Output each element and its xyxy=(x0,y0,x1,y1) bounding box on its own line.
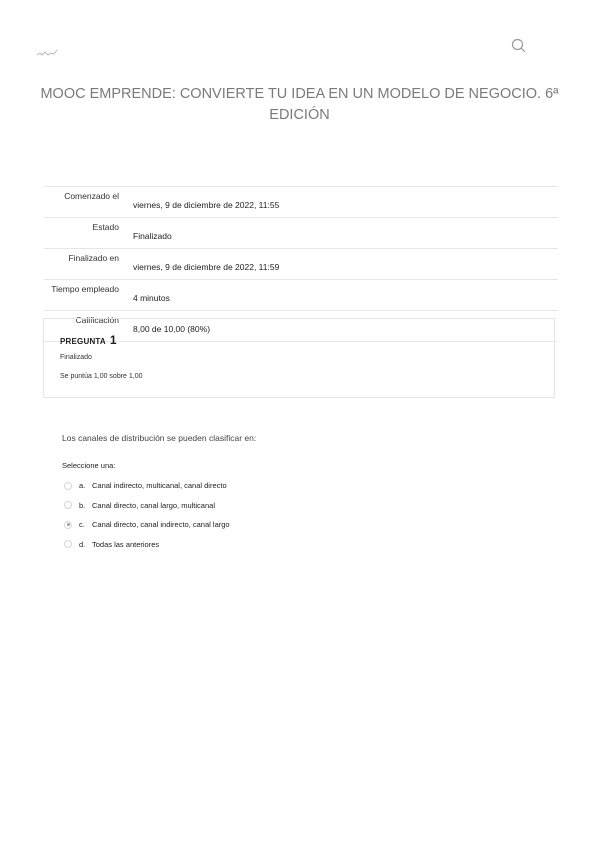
summary-label: Comenzado el xyxy=(44,187,133,218)
summary-value: viernes, 9 de diciembre de 2022, 11:59 xyxy=(133,249,558,280)
option-letter: d. xyxy=(79,539,86,549)
answer-option-b[interactable] xyxy=(64,496,230,516)
question-text: Los canales de distribución se pueden clasificar en: xyxy=(62,433,257,443)
summary-value: 4 minutos xyxy=(133,280,558,311)
summary-value: Finalizado xyxy=(133,218,558,249)
option-label: Canal directo, canal indirecto, canal largo xyxy=(92,520,230,530)
question-grade: Se puntúa 1,00 sobre 1,00 xyxy=(60,373,143,380)
summary-row-finished xyxy=(44,249,558,280)
summary-label: Tiempo empleado xyxy=(44,280,133,311)
summary-row-state xyxy=(44,218,558,249)
radio-button-selected[interactable] xyxy=(64,521,72,529)
option-label: Todas las anteriores xyxy=(92,539,160,549)
summary-value: 8,00 de 10,00 (80%) xyxy=(133,311,558,342)
summary-row-started xyxy=(44,187,558,218)
answer-options xyxy=(64,476,230,554)
question-number: 1 xyxy=(109,333,117,347)
question-heading-label: PREGUNTA xyxy=(60,337,106,346)
radio-button[interactable] xyxy=(64,501,72,509)
summary-value: viernes, 9 de diciembre de 2022, 11:55 xyxy=(133,187,558,218)
option-label: Canal indirecto, multicanal, canal directo xyxy=(92,481,227,491)
answer-option-d[interactable] xyxy=(64,535,230,555)
question-state: Finalizado xyxy=(60,354,92,361)
answer-option-c[interactable] xyxy=(64,515,230,535)
course-title: MOOC EMPRENDE: CONVIERTE TU IDEA EN UN MODELO DE NEGOCIO. 6ª EDICIÓN xyxy=(40,86,559,123)
answer-option-a[interactable] xyxy=(64,476,230,496)
option-letter: b. xyxy=(79,500,86,510)
option-label: Canal directo, canal largo, multicanal xyxy=(92,500,215,510)
radio-button[interactable] xyxy=(64,540,72,548)
answer-prompt: Seleccione una: xyxy=(62,461,116,470)
summary-row-time-taken xyxy=(44,280,558,311)
option-letter: c. xyxy=(79,520,85,530)
question-heading xyxy=(60,333,117,347)
site-logo-icon[interactable] xyxy=(36,44,58,52)
question-info-box xyxy=(43,318,555,398)
radio-button[interactable] xyxy=(64,482,72,490)
option-letter: a. xyxy=(79,481,86,491)
summary-label: Estado xyxy=(44,218,133,249)
summary-label: Calificación xyxy=(44,311,133,342)
summary-label: Finalizado en xyxy=(44,249,133,280)
search-icon[interactable] xyxy=(510,37,528,55)
